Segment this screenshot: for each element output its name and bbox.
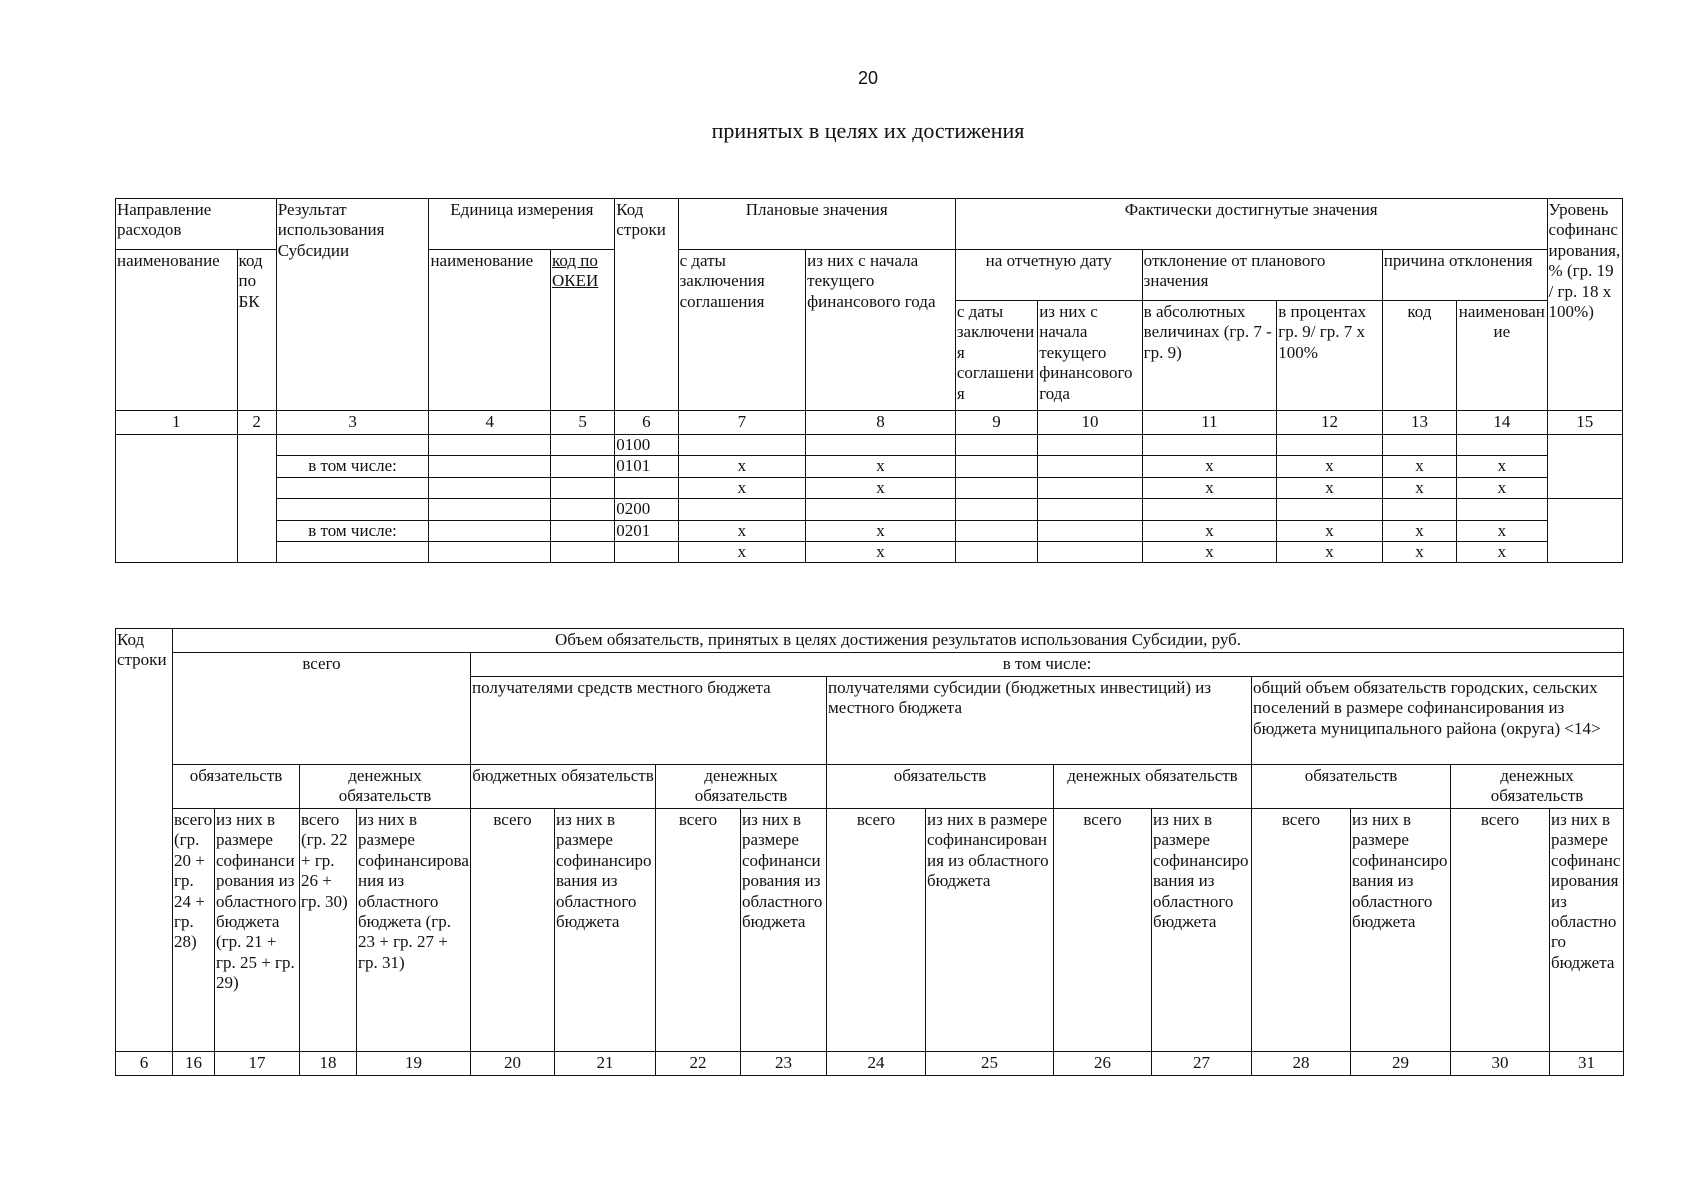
value-cell: x xyxy=(1142,541,1277,562)
column-number: 4 xyxy=(429,411,551,435)
value-cell xyxy=(955,499,1037,520)
header-result: Результат использования Субсидии xyxy=(276,199,429,411)
header-local-budget: получателями средств местного бюджета xyxy=(471,677,827,765)
value-cell xyxy=(1382,499,1456,520)
value-cell: x xyxy=(678,477,806,498)
column-number: 7 xyxy=(678,411,806,435)
value-cell xyxy=(806,435,956,456)
row-code-cell xyxy=(615,477,678,498)
row-code-cell: 0201 xyxy=(615,520,678,541)
value-cell xyxy=(1457,499,1547,520)
result-cell xyxy=(276,435,429,456)
value-cell: x xyxy=(1142,520,1277,541)
value-cell xyxy=(678,499,806,520)
value-cell xyxy=(1142,435,1277,456)
header-including: в том числе: xyxy=(471,653,1624,677)
header-planned-since-agreement: с даты заключения соглашения xyxy=(678,250,806,411)
obligations-table xyxy=(115,628,1624,1076)
header-col-29: из них в размере софинансирования из областного бюджета xyxy=(1351,809,1451,1052)
column-number: 6 xyxy=(116,1052,173,1076)
header-reason-name: наименование xyxy=(1457,301,1547,411)
header-reason: причина отклонения xyxy=(1382,250,1547,301)
value-cell: x xyxy=(1457,520,1547,541)
header-col-23: из них в размере софинансирования из областного бюджета xyxy=(741,809,827,1052)
value-cell xyxy=(1382,435,1456,456)
column-number: 21 xyxy=(555,1052,656,1076)
header-monetary-2: денежных обязательств xyxy=(1054,765,1252,809)
unit-okei-cell xyxy=(550,499,614,520)
header-total: всего xyxy=(173,653,471,765)
unit-okei-cell xyxy=(550,435,614,456)
header-col-30: всего xyxy=(1451,809,1550,1052)
header-col-27: из них в размере софинансирования из областного бюджета xyxy=(1152,809,1252,1052)
column-number: 31 xyxy=(1550,1052,1624,1076)
header-col-17: из них в размере софинансирования из областного бюджета (гр. 21 + гр. 25 + гр. 29) xyxy=(215,809,300,1052)
value-cell xyxy=(1038,477,1142,498)
header-row-code: Код строки xyxy=(615,199,678,411)
row-code-cell: 0200 xyxy=(615,499,678,520)
value-cell xyxy=(1038,456,1142,477)
value-cell xyxy=(955,541,1037,562)
header-col-21: из них в размере софинансирования из областного бюджета xyxy=(555,809,656,1052)
header-volume: Объем обязательств, принятых в целях достижения результатов использования Субсидии, руб. xyxy=(173,629,1624,653)
column-number: 30 xyxy=(1451,1052,1550,1076)
column-number: 27 xyxy=(1152,1052,1252,1076)
row-code-cell: 0100 xyxy=(615,435,678,456)
column-number: 14 xyxy=(1457,411,1547,435)
value-cell: x xyxy=(1457,456,1547,477)
value-cell: x xyxy=(1277,477,1382,498)
cofinancing-cell xyxy=(1547,499,1622,563)
value-cell: x xyxy=(678,520,806,541)
column-number: 25 xyxy=(926,1052,1054,1076)
column-number: 12 xyxy=(1277,411,1382,435)
value-cell xyxy=(1142,499,1277,520)
header-planned: Плановые значения xyxy=(678,199,955,250)
value-cell xyxy=(1457,435,1547,456)
unit-okei-cell xyxy=(550,477,614,498)
column-number: 13 xyxy=(1382,411,1456,435)
value-cell xyxy=(1277,435,1382,456)
header-deviation-abs: в абсолютных величинах (гр. 7 - гр. 9) xyxy=(1142,301,1277,411)
header-col-16: всего (гр. 20 + гр. 24 + гр. 28) xyxy=(173,809,215,1052)
header-obligations-3: обязательств xyxy=(1252,765,1451,809)
header-settlements: общий объем обязательств городских, сельских поселений в размере софинансирования из бюджета муниципального района (округа) <14> xyxy=(1252,677,1624,765)
header-subsidy-recipients: получателями субсидии (бюджетных инвестиций) из местного бюджета xyxy=(827,677,1252,765)
value-cell: x xyxy=(1277,456,1382,477)
result-cell: в том числе: xyxy=(276,520,429,541)
column-number: 23 xyxy=(741,1052,827,1076)
header-planned-since-year: из них с начала текущего финансового года xyxy=(806,250,956,411)
result-cell xyxy=(276,541,429,562)
value-cell: x xyxy=(806,520,956,541)
value-cell: x xyxy=(1382,456,1456,477)
header-direction-name: наименование xyxy=(116,250,238,411)
value-cell xyxy=(806,499,956,520)
column-number: 9 xyxy=(955,411,1037,435)
value-cell: x xyxy=(1142,477,1277,498)
header-monetary-3: денежных обязательств xyxy=(1451,765,1624,809)
page-title: принятых в целях их достижения xyxy=(711,118,1025,143)
header-row-code: Код строки xyxy=(116,629,173,1052)
unit-name-cell xyxy=(429,520,551,541)
header-budget-obligations: бюджетных обязательств xyxy=(471,765,656,809)
column-number: 16 xyxy=(173,1052,215,1076)
header-cofinancing: Уровень софинансирования, % (гр. 19 / гр. 18 х 100%) xyxy=(1547,199,1622,411)
column-number: 2 xyxy=(237,411,276,435)
column-number: 22 xyxy=(656,1052,741,1076)
direction-code-cell xyxy=(237,435,276,563)
row-code-cell: 0101 xyxy=(615,456,678,477)
header-col-18: всего (гр. 22 + гр. 26 + гр. 30) xyxy=(300,809,357,1052)
value-cell: x xyxy=(806,456,956,477)
unit-name-cell xyxy=(429,541,551,562)
header-monetary: денежных обязательств xyxy=(300,765,471,809)
result-cell xyxy=(276,499,429,520)
value-cell: x xyxy=(1382,477,1456,498)
value-cell: x xyxy=(1457,477,1547,498)
column-number: 26 xyxy=(1054,1052,1152,1076)
result-cell xyxy=(276,477,429,498)
header-reason-code: код xyxy=(1382,301,1456,411)
cofinancing-cell xyxy=(1547,435,1622,499)
header-monetary-obligations: денежных обязательств xyxy=(656,765,827,809)
column-number: 18 xyxy=(300,1052,357,1076)
header-col-31: из них в размере софинансирования из областного бюджета xyxy=(1550,809,1624,1052)
header-actual-since-agreement: с даты заключения соглашения xyxy=(955,301,1037,411)
column-number: 24 xyxy=(827,1052,926,1076)
column-number: 29 xyxy=(1351,1052,1451,1076)
value-cell: x xyxy=(1457,541,1547,562)
value-cell: x xyxy=(1382,541,1456,562)
unit-name-cell xyxy=(429,499,551,520)
header-unit-name: наименование xyxy=(429,250,551,411)
value-cell xyxy=(955,456,1037,477)
header-col-19: из них в размере софинансирования из областного бюджета (гр. 23 + гр. 27 + гр. 31) xyxy=(357,809,471,1052)
value-cell xyxy=(955,477,1037,498)
value-cell: x xyxy=(1277,541,1382,562)
header-unit-okei: код по ОКЕИ xyxy=(550,250,614,411)
value-cell: x xyxy=(678,541,806,562)
column-number: 8 xyxy=(806,411,956,435)
header-obligations-2: обязательств xyxy=(827,765,1054,809)
value-cell: x xyxy=(1277,520,1382,541)
value-cell xyxy=(1038,520,1142,541)
column-number: 20 xyxy=(471,1052,555,1076)
header-actual-since-year: из них с начала текущего финансового года xyxy=(1038,301,1142,411)
header-actual: Фактически достигнутые значения xyxy=(955,199,1547,250)
header-col-26: всего xyxy=(1054,809,1152,1052)
value-cell: x xyxy=(806,477,956,498)
header-col-25: из них в размере софинансирования из областного бюджета xyxy=(926,809,1054,1052)
column-number: 6 xyxy=(615,411,678,435)
header-col-22: всего xyxy=(656,809,741,1052)
page-number: 20 xyxy=(857,68,879,88)
column-number: 17 xyxy=(215,1052,300,1076)
column-number: 5 xyxy=(550,411,614,435)
result-cell: в том числе: xyxy=(276,456,429,477)
value-cell: x xyxy=(678,456,806,477)
value-cell xyxy=(955,435,1037,456)
header-col-24: всего xyxy=(827,809,926,1052)
value-cell xyxy=(1038,435,1142,456)
results-table xyxy=(115,198,1623,563)
header-deviation: отклонение от планового значения xyxy=(1142,250,1382,301)
value-cell xyxy=(955,520,1037,541)
value-cell xyxy=(1277,499,1382,520)
column-number: 1 xyxy=(116,411,238,435)
unit-okei-cell xyxy=(550,541,614,562)
column-number: 3 xyxy=(276,411,429,435)
column-number: 28 xyxy=(1252,1052,1351,1076)
value-cell: x xyxy=(806,541,956,562)
unit-okei-cell xyxy=(550,520,614,541)
direction-name-cell xyxy=(116,435,238,563)
value-cell xyxy=(1038,499,1142,520)
value-cell: x xyxy=(1142,456,1277,477)
header-col-20: всего xyxy=(471,809,555,1052)
header-reporting-date: на отчетную дату xyxy=(955,250,1142,301)
header-deviation-pct: в процентах гр. 9/ гр. 7 х 100% xyxy=(1277,301,1382,411)
header-col-28: всего xyxy=(1252,809,1351,1052)
header-direction-code: код по БК xyxy=(237,250,276,411)
row-code-cell xyxy=(615,541,678,562)
header-obligations: обязательств xyxy=(173,765,300,809)
column-number: 15 xyxy=(1547,411,1622,435)
header-direction: Направление расходов xyxy=(116,199,277,250)
column-number: 19 xyxy=(357,1052,471,1076)
value-cell xyxy=(678,435,806,456)
unit-name-cell xyxy=(429,477,551,498)
unit-name-cell xyxy=(429,456,551,477)
value-cell: x xyxy=(1382,520,1456,541)
unit-okei-cell xyxy=(550,456,614,477)
header-unit: Единица измерения xyxy=(429,199,615,250)
unit-name-cell xyxy=(429,435,551,456)
column-number: 10 xyxy=(1038,411,1142,435)
column-number: 11 xyxy=(1142,411,1277,435)
value-cell xyxy=(1038,541,1142,562)
